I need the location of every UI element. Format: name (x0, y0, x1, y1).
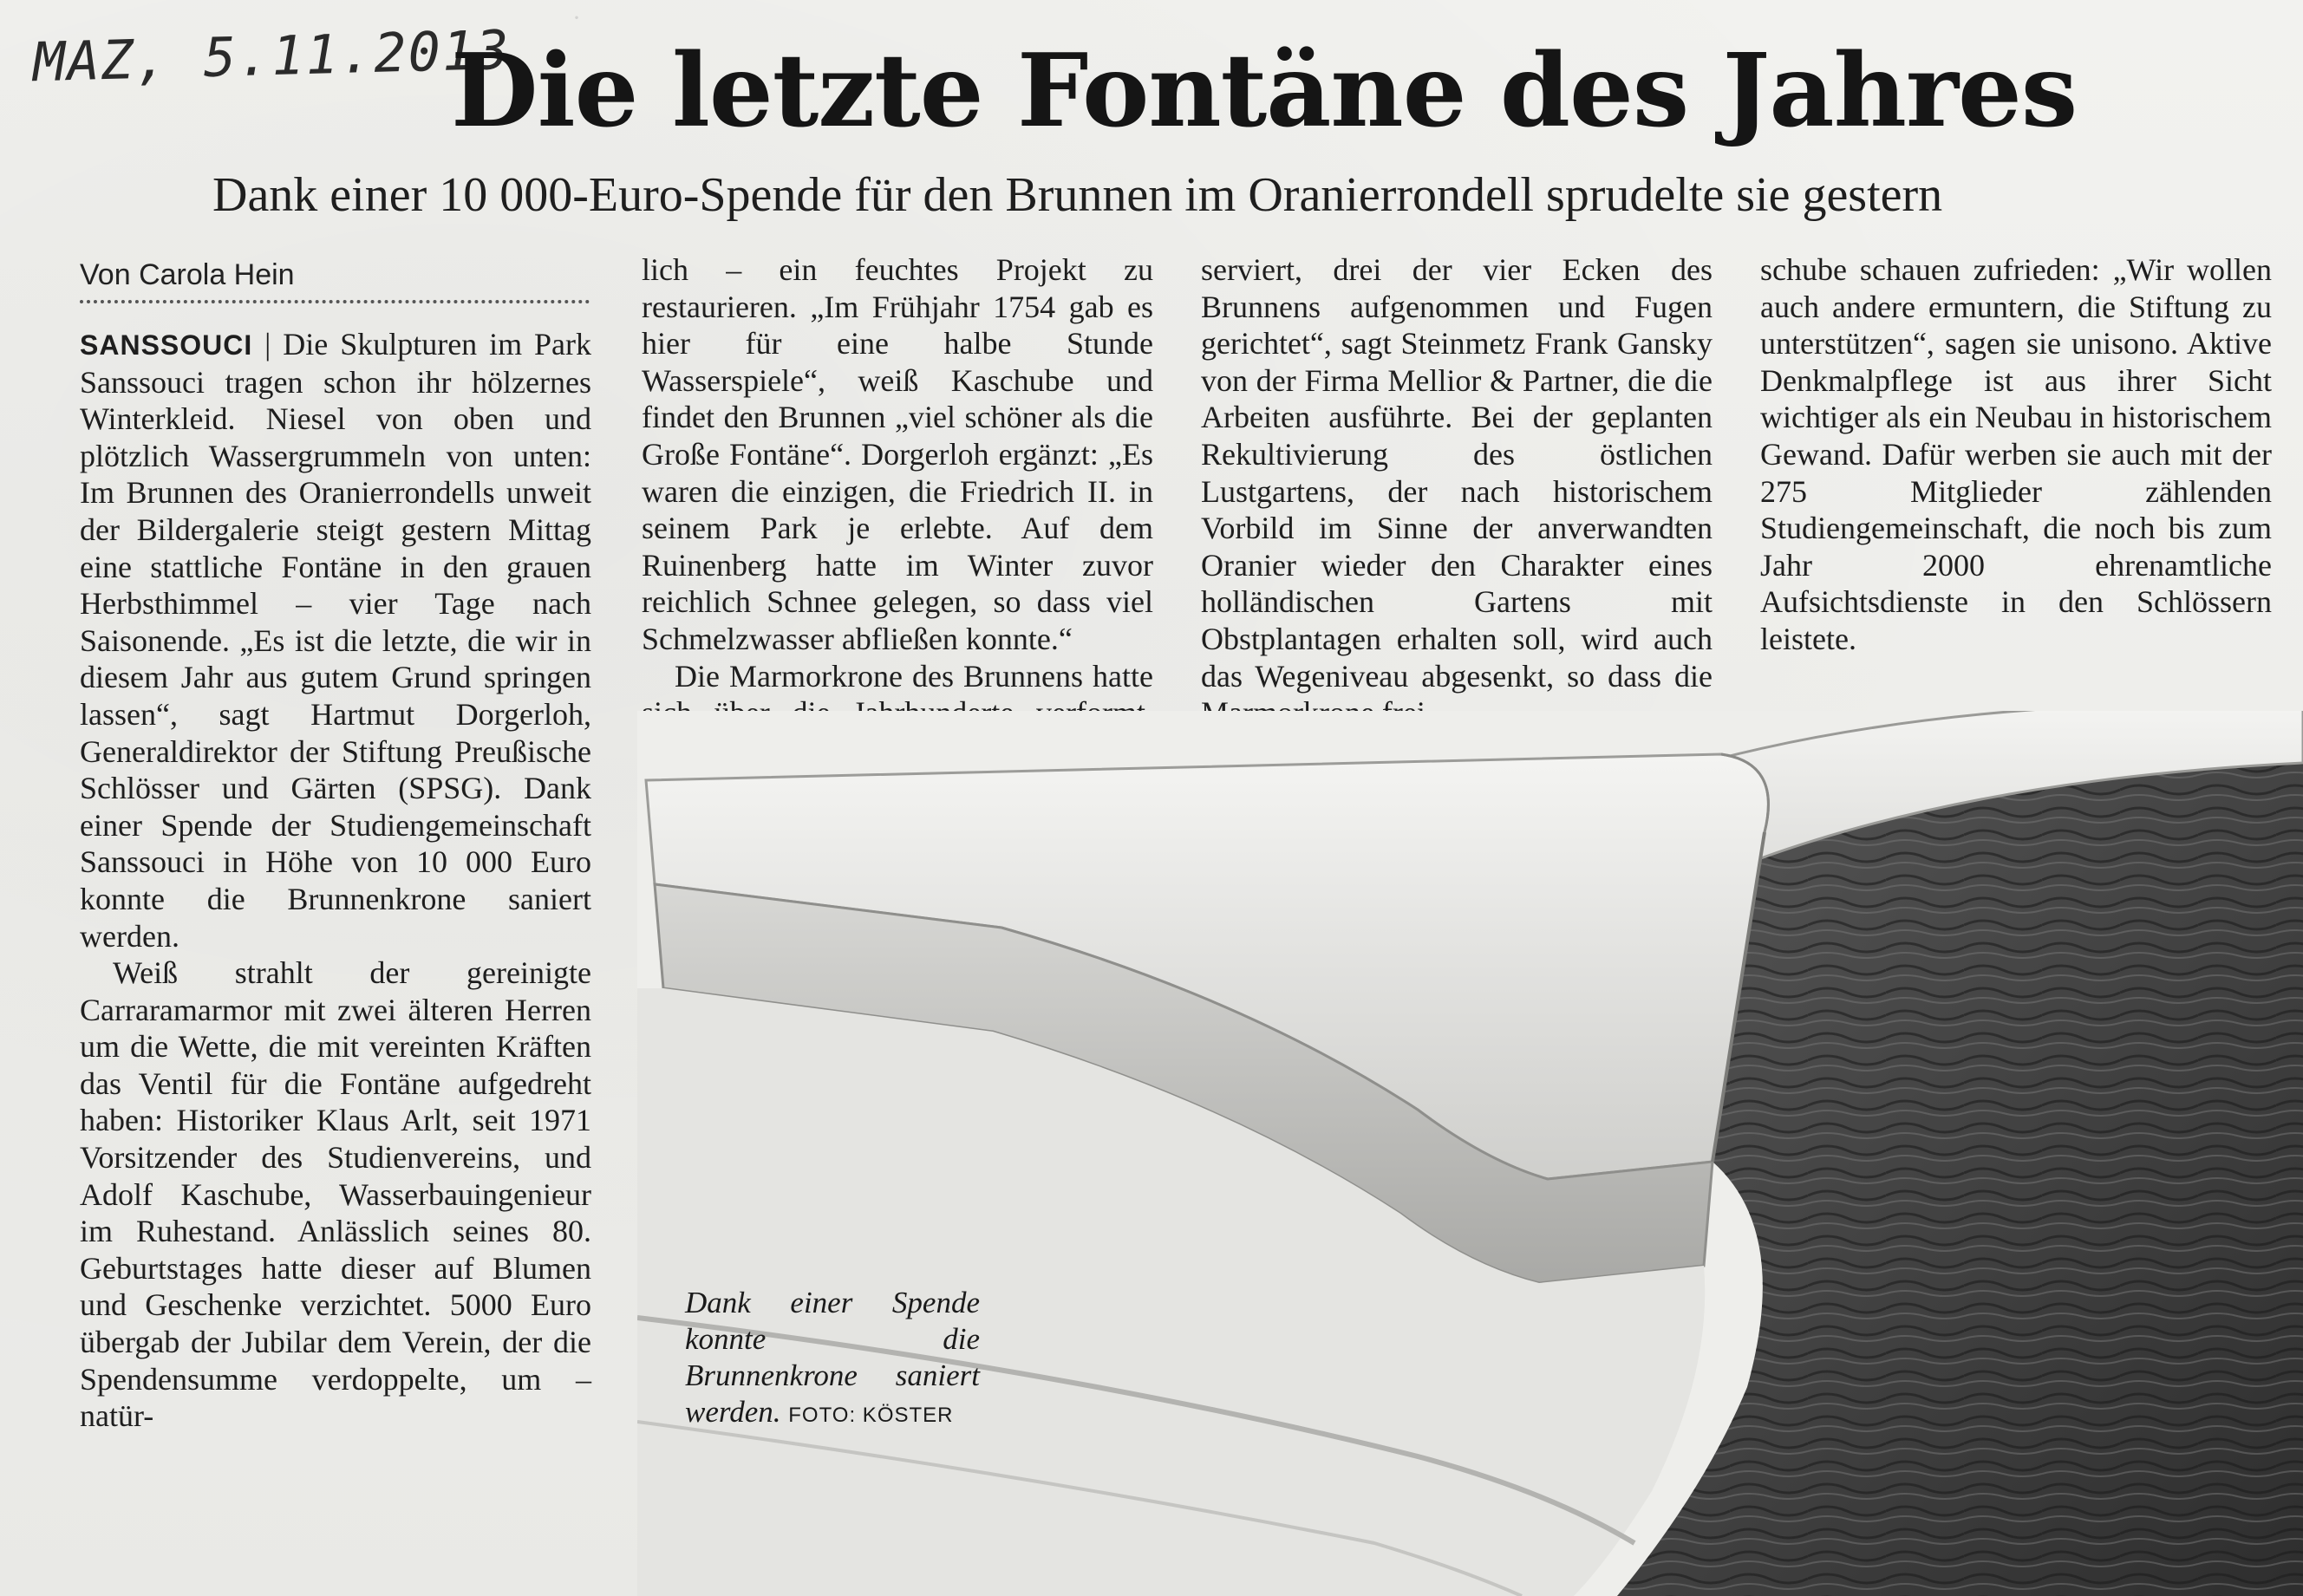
photo-caption (685, 1285, 980, 1434)
dateline: SANSSOUCI (80, 329, 253, 361)
paragraph (80, 326, 591, 954)
paragraph-text: Die Skulpturen im Park Sanssouci tragen schon ihr hölzernes Winterkleid. Niesel von oben und plötzlich Wassergrummeln von unten: Im Brunnen des Oranierrondells unweit der Bildergalerie steigt gestern Mittag eine stattliche Fontäne in den grauen Herbsthimmel – vier Tage nach Saisonende. „Es ist die letzte, die wir in diesem Jahr aus gutem Grund springen lassen“, sagt Hartmut Dorgerloh, Generaldirektor der Stiftung Preußische Schlösser und Gärten (SPSG). Dank einer Spende der Studiengemeinschaft Sanssouci in Höhe von 10 000 Euro konnte die Brunnenkrone saniert werden. (80, 327, 591, 954)
article-column-1 (80, 326, 591, 1435)
paragraph: Die Marmorkrone des Brunnens hatte (675, 658, 1153, 694)
subheadline: Dank einer 10 000-Euro-Spende für den Brunnen im Oranierrondell sprudelte sie gestern (212, 168, 1943, 222)
photo-credit: FOTO: KÖSTER (788, 1404, 954, 1427)
bleed-through-ghost-text: · (572, 3, 581, 32)
caption-text: Dank einer Spende konnte die Brunnenkrone saniert werden. (685, 1286, 980, 1429)
paragraph: serviert, drei der vier Ecken des Brunnens aufgenommen und Fugen gerichtet“, sagt Steinmetz Frank Gansky von der Firma Mellior & Partner, die die Arbeiten ausführte. Bei der geplanten Rekultivierung des östlichen Lustgartens, der nach historischem Vorbild im Sinne der anverwandten Oranier wieder den Charakter eines holländischen Gartens mit Obstplantagen erhalten soll, wird auch das Wegeniveau abgesenkt, so dass die (1201, 252, 1713, 694)
paragraph: lich – ein feuchtes Projekt zu restaurieren. „Im Frühjahr 1754 gab es hier für eine halbe Stunde Wasserspiele“, weiß Kaschube und findet den Brunnen „viel schöner als die Große Fontäne“. Dorgerloh ergänzt: „Es waren die einzigen, die Friedrich II. in seinem Park je erlebte. Auf dem Ruinenberg hatte im Winter zuvor reichlich Schnee gelegen, so dass viel Schmelzwasser abfließen konnte.“ (642, 252, 1153, 656)
article-column-4 (1760, 251, 2272, 658)
paragraph: Weiß strahlt der gereinigte Carraramarmor mit zwei älteren Herren um die Wette, die mit vereinten Kräften das Ventil für die Fontäne aufgedreht haben: Historiker Klaus Arlt, seit 1971 Vorsitzender des Studienvereins, und Adolf Kaschube, Wasserbauingenieur im Ruhestand. Anlässlich seines 80. Geburtstages hatte dieser auf Blumen und Geschenke verzichtet. 5000 Euro übergab der Jubilar dem Verein, der die Spendensumme verdoppelte, um – natür- (80, 955, 591, 1434)
dateline-separator: | (252, 327, 284, 362)
headline: Die letzte Fontäne des Jahres (451, 32, 2078, 150)
fountain-basin-photo (637, 711, 2303, 1596)
article-column-3 (1201, 251, 1713, 732)
byline-divider (80, 300, 590, 303)
fountain-basin-image (637, 711, 2303, 1596)
handwritten-date-note: MAZ, 5.11.2013 (32, 17, 512, 94)
paragraph: schube schauen zufrieden: „Wir wollen auch andere ermuntern, die Stiftung zu unterstützen“, sagen sie unisono. Aktive Denkmalpflege ist aus ihrer Sicht wichtiger als ein Neubau in historischem Gewand. Dafür werben sie auch mit der 275 Mitglieder zählenden Studiengemeinschaft, die noch bis zum Jahr 2000 ehrenamtliche Aufsichtsdienste in den Schlössern leistete. (1760, 252, 2272, 656)
byline: Von Carola Hein (80, 258, 295, 291)
